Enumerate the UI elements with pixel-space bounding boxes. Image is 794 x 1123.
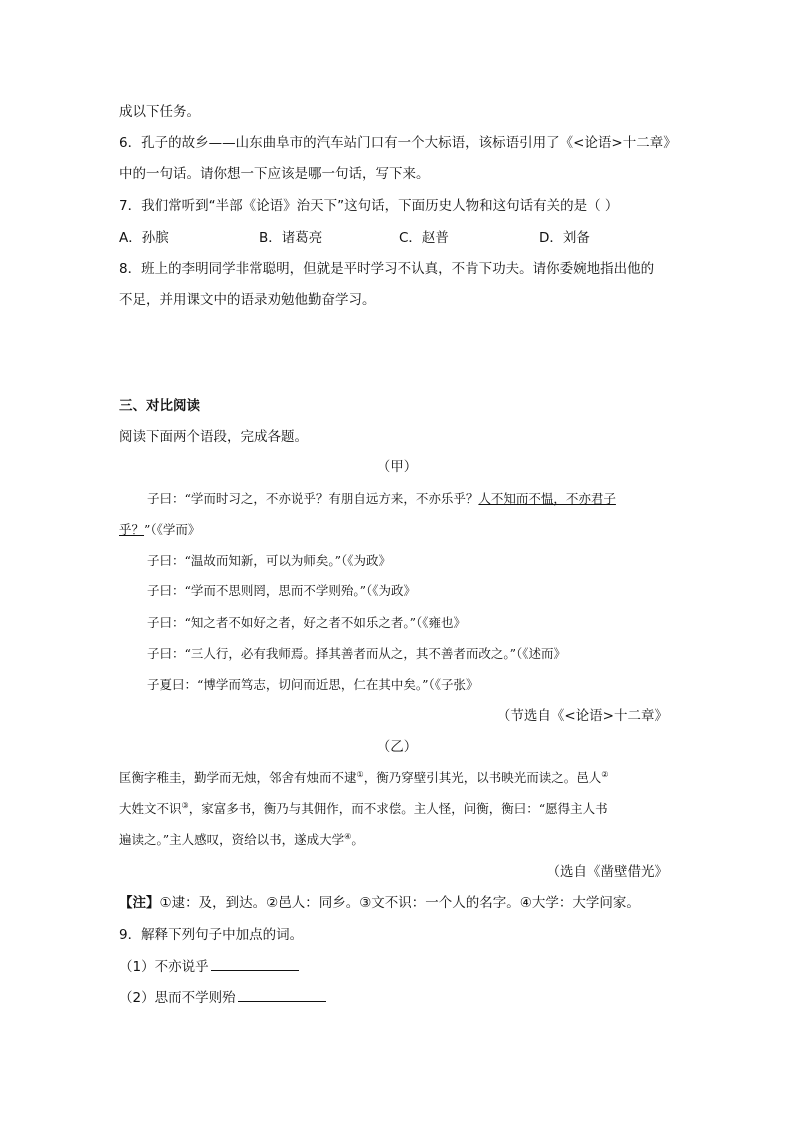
passage-text: 匡衡字稚圭，勤学而无烛，邻舍有烛而不逮: [119, 770, 357, 785]
passage-yi-line-1: [119, 768, 608, 788]
passage-yi-source: （选自《凿壁借光》: [546, 864, 668, 880]
underlined-text: 人不知而不愠，不亦君子: [478, 491, 616, 506]
passage-text: ，衡乃穿壁引其光，以书映光而读之。邑人: [363, 770, 602, 785]
text-line: 成以下任务。: [119, 104, 200, 120]
passage-text: 遍读之。”主人感叹，资给以书，遂成大学: [119, 832, 345, 847]
passage-jia-line-2: [119, 520, 200, 540]
passage-jia-line-6: 子曰：“三人行，必有我师焉。择其善者而从之，其不善者而改之。”（《述而》: [147, 646, 567, 661]
notes-line: [119, 893, 640, 913]
passage-jia-line-5: 子曰：“知之者不如好之者，好之者不如乐之者。”（《雍也》: [147, 615, 467, 630]
question-8-line-1: 8．班上的李明同学非常聪明，但就是平时学习不认真，不肯下功夫。请你委婉地指出他的: [119, 261, 655, 277]
answer-blank[interactable]: [238, 987, 326, 1002]
footnote-marker: ④: [344, 831, 352, 841]
section-3-heading: 三、对比阅读: [119, 398, 200, 414]
question-9-2: [119, 987, 326, 1008]
question-7-options: [119, 228, 590, 248]
passage-yi-title: （乙）: [376, 739, 418, 755]
option-b: B．诸葛亮: [259, 230, 323, 246]
question-9-2-text: （2）思而不学则殆: [119, 990, 236, 1006]
passage-jia-line-4: 子曰：“学而不思则罔，思而不学则殆。”（《为政》: [147, 583, 417, 598]
option-d: D．刘备: [539, 230, 590, 246]
passage-jia-title: （甲）: [376, 459, 418, 475]
passage-text: 大姓文不识: [119, 801, 182, 816]
passage-jia-line-3: 子曰：“温故而知新，可以为师矣。”（《为政》: [147, 553, 392, 568]
passage-jia-line-7: 子夏曰：“博学而笃志，切问而近思，仁在其中矣。”（《子张》: [147, 677, 479, 692]
question-9: 9．解释下列句子中加点的词。: [119, 927, 304, 943]
notes-label: 【注】: [119, 895, 160, 911]
passage-jia-line-1: [147, 489, 616, 509]
option-a: A．孙膑: [119, 230, 169, 246]
passage-yi-line-3: [119, 830, 364, 850]
footnote-marker: ②: [601, 769, 609, 779]
underlined-text: 乎？: [119, 522, 145, 537]
footnote-marker: ①: [356, 769, 364, 779]
question-6-line-1: 6．孔子的故乡——山东曲阜市的汽车站门口有一个大标语，该标语引用了《<论语>十二章》: [119, 135, 677, 151]
quote-text: 子曰：“学而时习之，不亦说乎？有朋自远方来，不亦乐乎？: [147, 491, 479, 506]
reading-intro: 阅读下面两个语段，完成各题。: [119, 429, 308, 445]
question-9-1: [119, 956, 299, 977]
question-9-1-text: （1）不亦说乎: [119, 959, 209, 975]
passage-text: 。: [351, 832, 364, 847]
passage-jia-source: （节选自《<论语>十二章》: [496, 708, 668, 724]
footnote-marker: ③: [181, 800, 189, 810]
option-c: C．赵普: [399, 230, 449, 246]
answer-blank[interactable]: [211, 956, 299, 971]
passage-text: ，家富多书，衡乃与其佣作，而不求偿。主人怪，问衡，衡曰：“愿得主人书: [188, 801, 608, 816]
passage-yi-line-2: [119, 799, 608, 819]
question-6-line-2: 中的一句话。请你想一下应该是哪一句话，写下来。: [119, 166, 430, 182]
question-7: 7．我们常听到“半部《论语》治天下”这句话，下面历史人物和这句话有关的是（ ）: [119, 198, 619, 214]
quote-source: ”（《学而》: [144, 522, 201, 537]
notes-text: ①逮：及，到达。②邑人：同乡。③文不识：一个人的名字。④大学：大学问家。: [159, 895, 640, 911]
question-8-line-2: 不足，并用课文中的语录劝勉他勤奋学习。: [119, 292, 376, 308]
